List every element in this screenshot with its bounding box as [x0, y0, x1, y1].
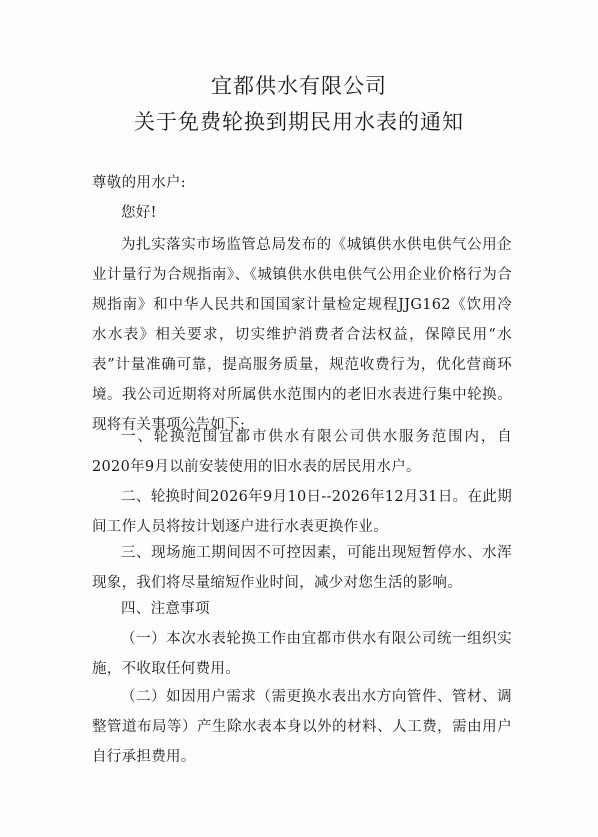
intro-paragraph: 为扎实落实市场监管总局发布的《城镇供水供电供气公用企业计量行为合规指南》、《城镇供水供电供气公用企业价格行为合规指南》和中华人民共和国国家计量检定规程JJG162《饮用冷水水表》相关要求，切实维护消费者合法权益，保障民用“水表”计量准确可靠，提高服务质量，规范收费行为，优化营商环境。我公司近期将对所属供水范围内的老旧水表进行集中轮换。现将有关事项公告如下:	[92, 237, 512, 433]
item-two-time: 二、轮换时间2026年9月10日--2026年12月31日。在此期间工作人员将按计划逐户进行水表更换作业。	[92, 489, 512, 535]
notice-title-company: 宜都供水有限公司	[211, 74, 387, 98]
notice-title-subject: 关于免费轮换到期民用水表的通知	[134, 110, 464, 134]
item-three-impact: 三、现场施工期间因不可控因素，可能出现短暂停水、水浑现象，我们将尽量缩短作业时间，减少对您生活的影响。	[92, 545, 512, 591]
item-four-sub-two: （二）如因用户需求（需更换水表出水方向管件、管材、调整管道布局等）产生除水表本身以外的材料、人工费，需由用户自行承担费用。	[92, 689, 512, 765]
item-four-sub-one: （一）本次水表轮换工作由宜都市供水有限公司统一组织实施，不收取任何费用。	[92, 631, 512, 677]
greeting: 尊敬的用水户:	[92, 175, 186, 191]
item-one-scope: 一、轮换范围宜都市供水有限公司供水服务范围内，自2020年9月以前安装使用的旧水表的居民用水户。	[92, 429, 512, 475]
hello: 您好!	[121, 205, 157, 221]
item-four-heading: 四、注意事项	[121, 601, 210, 617]
